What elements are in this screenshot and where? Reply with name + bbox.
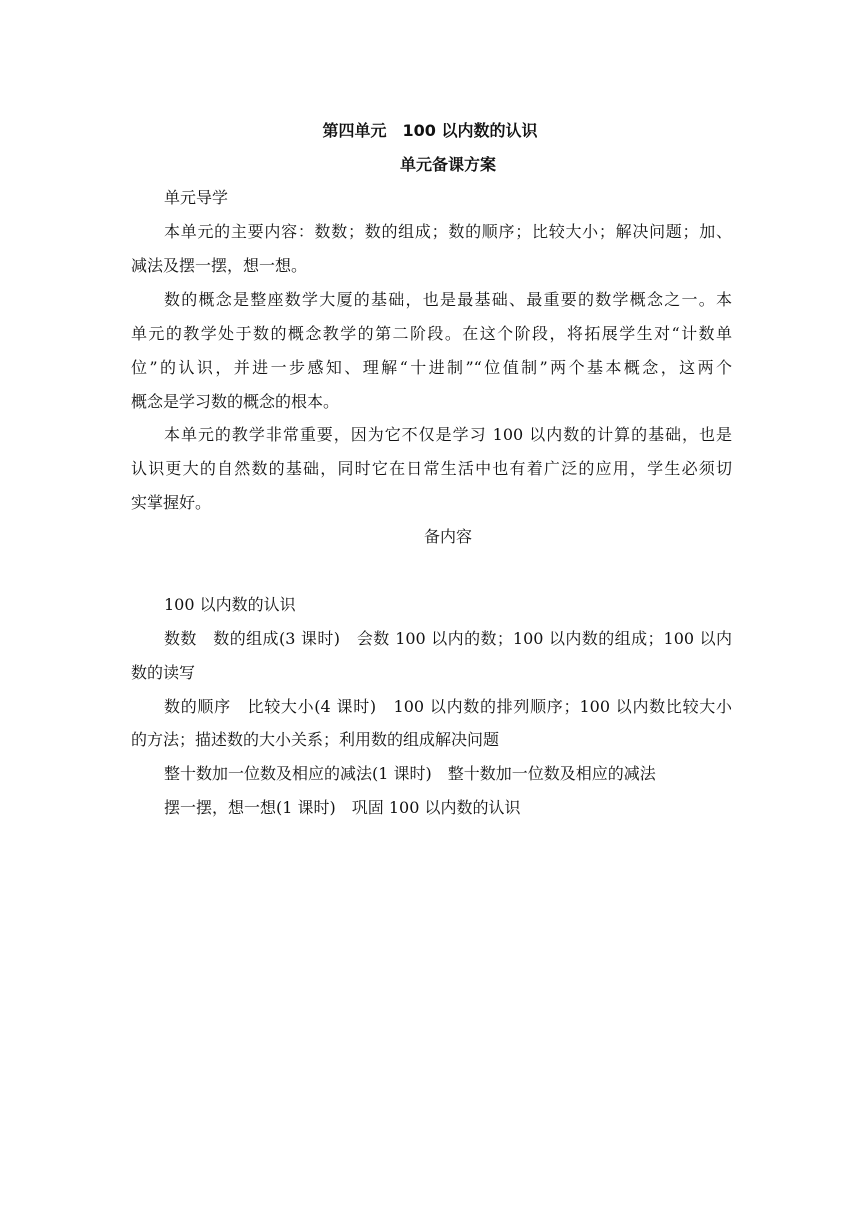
importance-line-1: 本单元的教学非常重要，因为它不仅是学习 100 以内数的计算的基础，也是 xyxy=(164,425,732,444)
unit-title: 第四单元 100 以内数的认识 xyxy=(322,121,538,140)
main-content-line-1: 本单元的主要内容：数数；数的组成；数的顺序；比较大小；解决问题；加、 xyxy=(164,222,732,241)
guide-heading: 单元导学 xyxy=(164,188,229,207)
item-4: 摆一摆，想一想(1 课时) 巩固 100 以内数的认识 xyxy=(164,798,521,817)
main-content-line-2: 减法及摆一摆，想一想。 xyxy=(131,256,308,275)
item-1-line-1: 数数 数的组成(3 课时) 会数 100 以内的数；100 以内数的组成；100 以内 xyxy=(164,629,732,648)
concept-line-4: 概念是学习数的概念的根本。 xyxy=(131,392,340,411)
concept-line-2: 单元的教学处于数的概念教学的第二阶段。在这个阶段，将拓展学生对“计数单 xyxy=(131,324,732,343)
item-2-line-2: 的方法；描述数的大小关系；利用数的组成解决问题 xyxy=(131,730,500,749)
content-heading: 备内容 xyxy=(423,527,472,546)
importance-line-3: 实掌握好。 xyxy=(131,493,212,512)
item-1-line-2: 数的读写 xyxy=(131,663,196,682)
plan-title: 单元备课方案 xyxy=(399,155,496,174)
concept-line-1: 数的概念是整座数学大厦的基础，也是最基础、最重要的数学概念之一。本 xyxy=(164,290,732,309)
concept-line-3: 位”的认识，并进一步感知、理解“十进制”“位值制”两个基本概念，这两个 xyxy=(131,358,732,377)
section-title: 100 以内数的认识 xyxy=(164,595,296,614)
importance-line-2: 认识更大的自然数的基础，同时它在日常生活中也有着广泛的应用，学生必须切 xyxy=(131,459,732,478)
item-3: 整十数加一位数及相应的减法(1 课时) 整十数加一位数及相应的减法 xyxy=(164,764,656,783)
item-2-line-1: 数的顺序 比较大小(4 课时) 100 以内数的排列顺序；100 以内数比较大小 xyxy=(164,697,732,716)
